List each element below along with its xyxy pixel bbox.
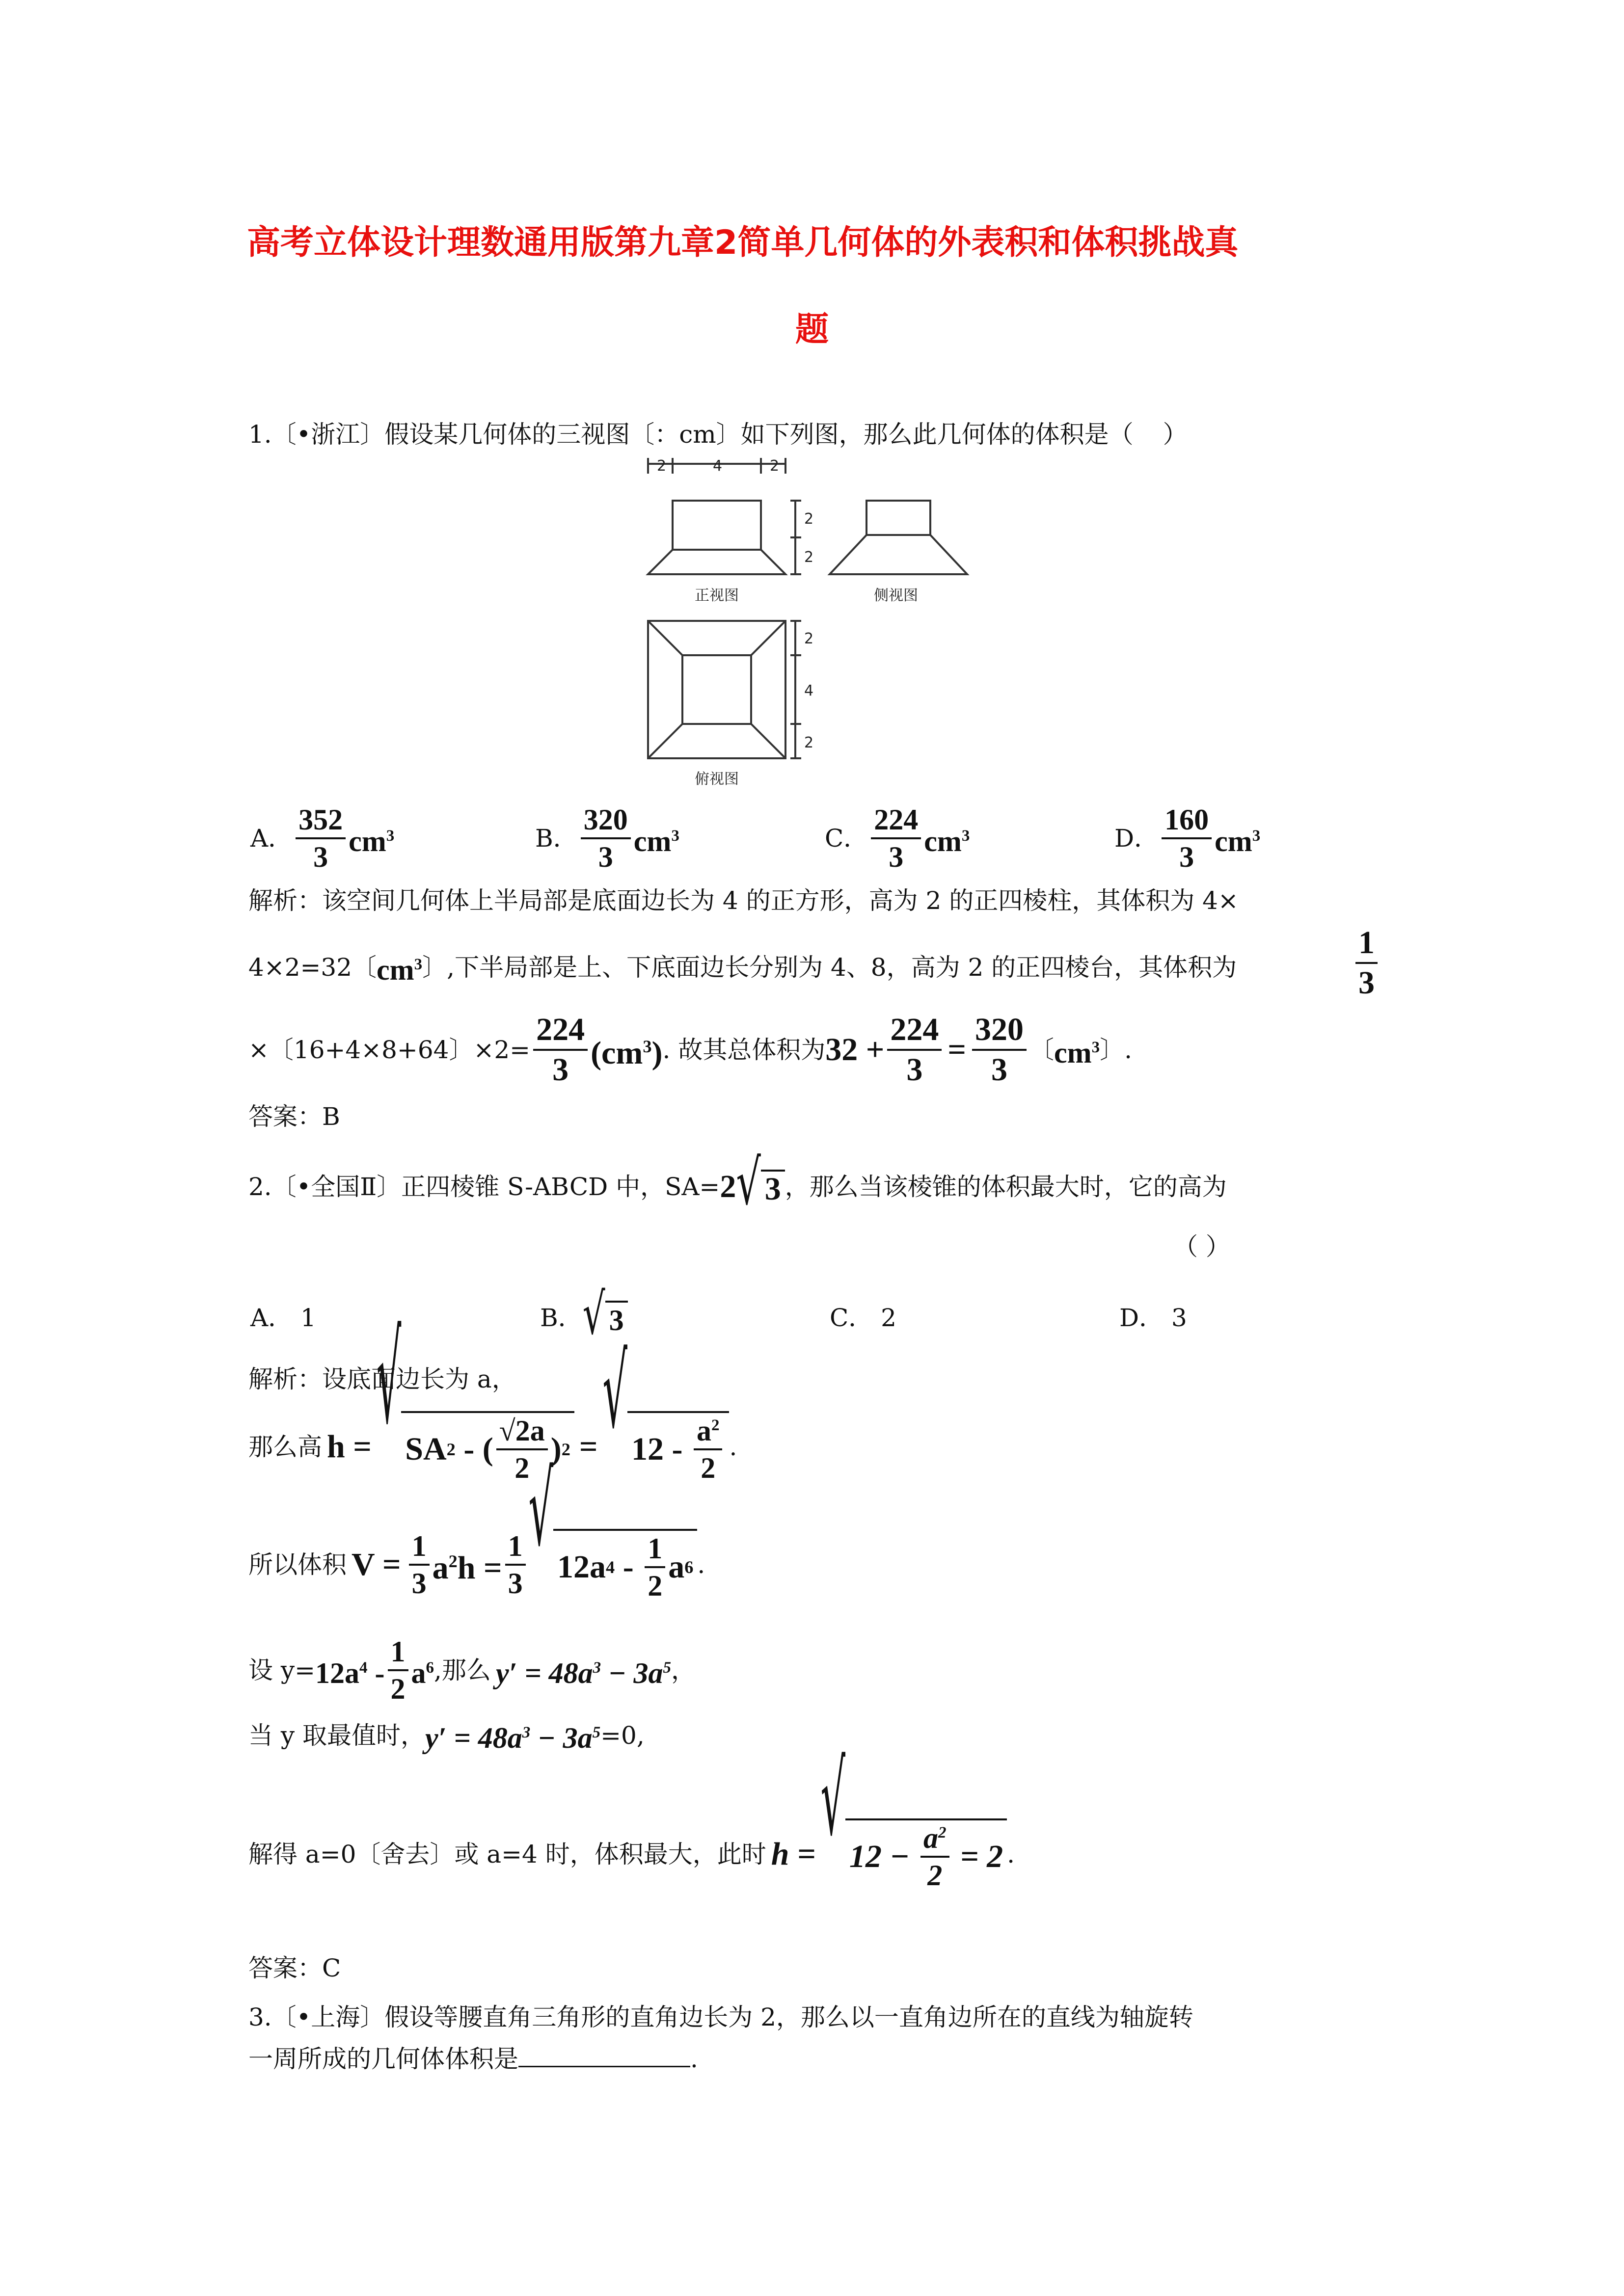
side-view-label: 侧视图 xyxy=(874,587,918,604)
option-d: D． 3 xyxy=(1119,1304,1187,1332)
svg-text:4: 4 xyxy=(804,682,814,699)
option-c: C． $\frac{224}{3}$ $cm^3$ xyxy=(825,803,970,873)
q1-analysis-line3: ×〔16+4×8+64〕×2= $\frac{224}{3}$ $(cm^3)$ . 故其总体积为 32 + $\frac{224}{3}$ = $\frac{320}{3}$ 〔 $cm^3$ 〕. xyxy=(248,1012,1133,1088)
q2-volume-formula: 所以体积 V = $\frac{1}{3}$ $a^2h$ = $\frac{1}{3}$ √ 12a 4 - $\frac{1}{2}$ a 6 . xyxy=(248,1450,705,1602)
q2-y-formula: 设 y= $12a^4$ - $\frac{1}{2}$ $a^6$ ,那么 $y' = 48a^3 - 3a^5$ ， xyxy=(248,1635,696,1705)
page-title: 高考立体设计理数通用版第九章2简单几何体的外表积和体积挑战真 xyxy=(247,223,1239,262)
q1-analysis-line1: 解析：该空间几何体上半局部是底面边长为 4 的正方形，高为 2 的正四棱柱，其体积为 4× xyxy=(248,886,1239,915)
svg-text:4: 4 xyxy=(713,457,723,475)
svg-text:2: 2 xyxy=(657,457,667,475)
answer-blank xyxy=(518,2046,690,2067)
q3-line2: 一周所成的几何体体积是 . xyxy=(248,2045,698,2073)
q1-analysis-line2: 4×2=32〔 $cm^3$ 〕,下半局部是上、下底面边长分别为 4、8，高为 2 的正四棱台，其体积为 xyxy=(248,953,1237,986)
option-d: D． $\frac{160}{3}$ $cm^3$ xyxy=(1114,803,1261,873)
q2-answer: 答案：C xyxy=(248,1954,341,1982)
q1-stem: 1.〔•浙江〕假设某几何体的三视图〔：cm〕如下列图，那么此几何体的体积是（ ） xyxy=(248,420,1188,449)
svg-text:2: 2 xyxy=(770,457,780,475)
page-title-continued: 题 xyxy=(795,310,829,349)
q2-answer-bracket: （ ） xyxy=(1173,1232,1230,1261)
option-b: B． √ 3 xyxy=(540,1301,830,1335)
q2-solve: 解得 a=0〔舍去〕或 a=4 时，体积最大，此时 h = √ 12 − $\frac{a^2}{2}$ = 2 . xyxy=(248,1739,1015,1892)
svg-text:2: 2 xyxy=(804,510,814,528)
q1-analysis-frac: $\frac{1}{3}$ xyxy=(1353,927,1380,999)
option-c: C． 2 xyxy=(830,1304,896,1332)
svg-text:2: 2 xyxy=(804,734,814,751)
q3-line1: 3.〔•上海〕假设等腰直角三角形的直角边长为 2，那么以一直角边所在的直线为轴旋转 xyxy=(248,2003,1193,2031)
svg-text:2: 2 xyxy=(804,549,814,566)
q2-when-extreme: 当 y 取最值时， $y' = 48a^3 - 3a^5$ =0, xyxy=(248,1721,645,1754)
front-view-frustum xyxy=(648,550,785,574)
option-b: B． $\frac{320}{3}$ $cm^3$ xyxy=(535,803,679,873)
three-view-figure xyxy=(643,454,997,788)
top-view-label: 俯视图 xyxy=(695,771,739,788)
option-a: A． 1 xyxy=(250,1304,316,1332)
option-a: A． $\frac{352}{3}$ $cm^3$ xyxy=(250,803,395,873)
q2-analysis1: 解析：设底面边长为 a， xyxy=(248,1365,516,1393)
front-view-prism xyxy=(673,501,761,550)
svg-text:2: 2 xyxy=(804,630,814,647)
q1-answer: 答案：B xyxy=(248,1102,340,1131)
q2-height-formula: 那么高 h = √ SA 2 - ( $\frac{√2a}{2}$ ) 2 = √ 12 - $\frac{a^2}{2}$ . xyxy=(248,1306,737,1484)
q1-options xyxy=(250,805,1260,872)
front-view-label: 正视图 xyxy=(695,587,739,604)
q2-stem: 2.〔•全国Ⅱ〕正四棱锥 S-ABCD 中，SA= 2 √ 3 ，那么当该棱锥的体积最大时，它的高为 xyxy=(248,1146,1227,1219)
